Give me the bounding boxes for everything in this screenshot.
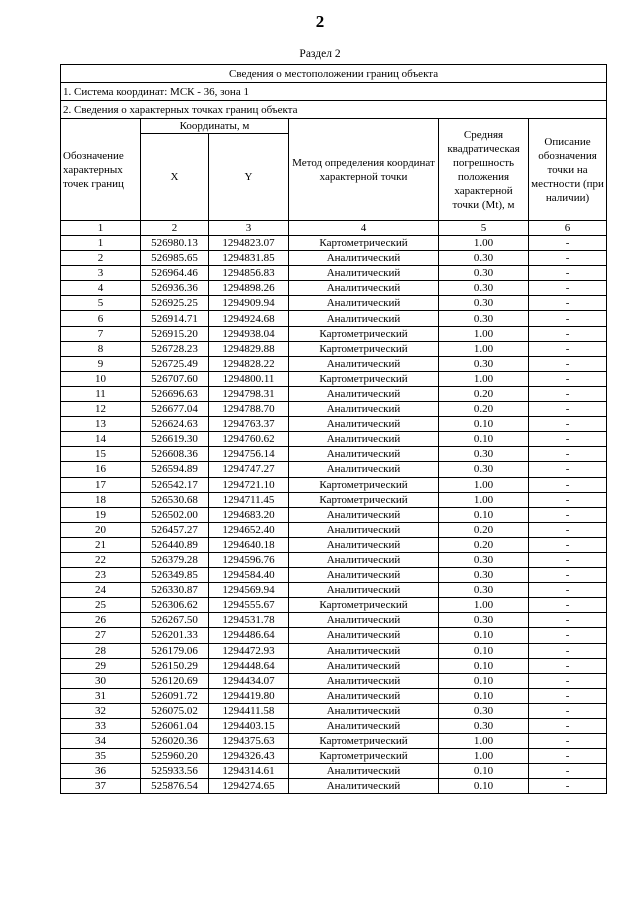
x-coordinate-cell: 526457.27 [141,522,209,537]
x-coordinate-cell: 526914.71 [141,311,209,326]
description-cell: - [529,311,607,326]
error-cell: 0.10 [439,673,529,688]
error-cell: 0.30 [439,552,529,567]
y-coordinate-cell: 1294326.43 [209,749,289,764]
method-cell: Аналитический [289,643,439,658]
table-row [61,296,607,311]
method-cell: Аналитический [289,507,439,522]
point-id-cell: 21 [61,537,141,552]
table-row [61,477,607,492]
method-cell: Аналитический [289,296,439,311]
x-coordinate-cell: 526179.06 [141,643,209,658]
method-cell: Аналитический [289,537,439,552]
table-row [61,568,607,583]
x-coordinate-cell: 526619.30 [141,432,209,447]
point-id-cell: 17 [61,477,141,492]
x-coordinate-cell: 526980.13 [141,236,209,251]
x-coordinate-cell: 526725.49 [141,356,209,371]
x-coordinate-cell: 526915.20 [141,326,209,341]
method-cell: Аналитический [289,658,439,673]
point-id-cell: 36 [61,764,141,779]
table-row [61,432,607,447]
table-row [61,447,607,462]
error-cell: 0.30 [439,296,529,311]
y-coordinate-cell: 1294924.68 [209,311,289,326]
x-coordinate-cell: 526985.65 [141,251,209,266]
point-id-cell: 24 [61,583,141,598]
point-id-cell: 9 [61,356,141,371]
table-row [61,371,607,386]
table-row [61,658,607,673]
point-id-cell: 19 [61,507,141,522]
x-coordinate-cell: 525876.54 [141,779,209,794]
method-cell: Картометрический [289,326,439,341]
error-cell: 1.00 [439,477,529,492]
column-number: 2 [141,221,209,236]
y-coordinate-cell: 1294411.58 [209,703,289,718]
col-designation-header: Обозначение характерных точек границ [61,119,141,221]
point-id-cell: 34 [61,734,141,749]
error-cell: 0.30 [439,356,529,371]
point-id-cell: 11 [61,386,141,401]
error-cell: 0.30 [439,251,529,266]
x-coordinate-cell: 526530.68 [141,492,209,507]
x-coordinate-cell: 526502.00 [141,507,209,522]
description-cell: - [529,417,607,432]
method-cell: Аналитический [289,311,439,326]
method-cell: Аналитический [289,568,439,583]
method-cell: Картометрический [289,734,439,749]
y-coordinate-cell: 1294596.76 [209,552,289,567]
point-id-cell: 1 [61,236,141,251]
y-coordinate-cell: 1294419.80 [209,688,289,703]
y-coordinate-cell: 1294909.94 [209,296,289,311]
error-cell: 0.20 [439,386,529,401]
table-row [61,583,607,598]
y-coordinate-cell: 1294652.40 [209,522,289,537]
x-coordinate-cell: 526020.36 [141,734,209,749]
x-coordinate-cell: 526267.50 [141,613,209,628]
point-id-cell: 14 [61,432,141,447]
method-cell: Аналитический [289,251,439,266]
method-cell: Аналитический [289,779,439,794]
table-row [61,281,607,296]
point-id-cell: 12 [61,402,141,417]
description-cell: - [529,402,607,417]
description-cell: - [529,386,607,401]
table-row [61,386,607,401]
point-id-cell: 33 [61,719,141,734]
table-row [61,628,607,643]
error-cell: 0.30 [439,311,529,326]
y-coordinate-cell: 1294721.10 [209,477,289,492]
x-coordinate-cell: 526936.36 [141,281,209,296]
error-cell: 1.00 [439,492,529,507]
method-cell: Аналитический [289,583,439,598]
y-coordinate-cell: 1294763.37 [209,417,289,432]
method-cell: Аналитический [289,356,439,371]
method-cell: Аналитический [289,703,439,718]
description-cell: - [529,703,607,718]
column-number: 4 [289,221,439,236]
description-cell: - [529,371,607,386]
y-coordinate-cell: 1294856.83 [209,266,289,281]
method-cell: Картометрический [289,749,439,764]
table-row [61,462,607,477]
y-coordinate-cell: 1294760.62 [209,432,289,447]
error-cell: 1.00 [439,326,529,341]
x-coordinate-cell: 526330.87 [141,583,209,598]
table-row [61,492,607,507]
description-cell: - [529,356,607,371]
description-cell: - [529,764,607,779]
table-row [61,703,607,718]
description-cell: - [529,462,607,477]
point-id-cell: 32 [61,703,141,718]
point-id-cell: 8 [61,341,141,356]
table-row [61,643,607,658]
method-cell: Аналитический [289,402,439,417]
method-cell: Аналитический [289,719,439,734]
col-description-header: Описание обозначения точки на местности (при наличии) [529,119,607,221]
description-cell: - [529,522,607,537]
description-cell: - [529,251,607,266]
method-cell: Аналитический [289,417,439,432]
error-cell: 0.10 [439,779,529,794]
method-cell: Аналитический [289,613,439,628]
col-method-header: Метод определения координат характерной точки [289,119,439,221]
x-coordinate-cell: 526440.89 [141,537,209,552]
table-row [61,507,607,522]
table-row [61,764,607,779]
description-cell: - [529,749,607,764]
point-id-cell: 20 [61,522,141,537]
point-id-cell: 15 [61,447,141,462]
error-cell: 0.30 [439,462,529,477]
description-cell: - [529,643,607,658]
point-id-cell: 16 [61,462,141,477]
method-cell: Аналитический [289,447,439,462]
x-coordinate-cell: 526542.17 [141,477,209,492]
x-coordinate-cell: 526728.23 [141,341,209,356]
x-coordinate-cell: 526061.04 [141,719,209,734]
page-number: 2 [315,12,325,31]
error-cell: 0.30 [439,568,529,583]
method-cell: Картометрический [289,492,439,507]
error-cell: 1.00 [439,341,529,356]
col-x-header: X [141,134,209,221]
description-cell: - [529,266,607,281]
description-cell: - [529,568,607,583]
description-cell: - [529,719,607,734]
y-coordinate-cell: 1294823.07 [209,236,289,251]
method-cell: Картометрический [289,598,439,613]
error-cell: 0.30 [439,719,529,734]
method-cell: Аналитический [289,552,439,567]
point-id-cell: 3 [61,266,141,281]
point-id-cell: 18 [61,492,141,507]
error-cell: 0.20 [439,522,529,537]
point-id-cell: 25 [61,598,141,613]
point-id-cell: 26 [61,613,141,628]
description-cell: - [529,613,607,628]
table-row [61,598,607,613]
method-cell: Аналитический [289,673,439,688]
x-coordinate-cell: 526707.60 [141,371,209,386]
table-row [61,537,607,552]
description-cell: - [529,583,607,598]
table-row [61,719,607,734]
y-coordinate-cell: 1294829.88 [209,341,289,356]
error-cell: 1.00 [439,734,529,749]
table-row [61,251,607,266]
boundary-points-table [60,64,607,794]
x-coordinate-cell: 526150.29 [141,658,209,673]
table-row [61,613,607,628]
error-cell: 0.30 [439,613,529,628]
description-cell: - [529,447,607,462]
method-cell: Аналитический [289,688,439,703]
point-id-cell: 30 [61,673,141,688]
table-row [61,552,607,567]
error-cell: 0.10 [439,507,529,522]
point-id-cell: 28 [61,643,141,658]
description-cell: - [529,492,607,507]
description-cell: - [529,688,607,703]
description-cell: - [529,658,607,673]
y-coordinate-cell: 1294448.64 [209,658,289,673]
point-id-cell: 23 [61,568,141,583]
y-coordinate-cell: 1294486.64 [209,628,289,643]
table-row [61,326,607,341]
table-body [61,236,607,794]
x-coordinate-cell: 526696.63 [141,386,209,401]
points-header: 2. Сведения о характерных точках границ объекта [61,101,607,119]
description-cell: - [529,628,607,643]
error-cell: 0.30 [439,703,529,718]
table-row [61,749,607,764]
x-coordinate-cell: 526624.63 [141,417,209,432]
description-cell: - [529,432,607,447]
error-cell: 0.30 [439,266,529,281]
x-coordinate-cell: 526075.02 [141,703,209,718]
y-coordinate-cell: 1294831.85 [209,251,289,266]
point-id-cell: 35 [61,749,141,764]
error-cell: 0.30 [439,447,529,462]
method-cell: Аналитический [289,628,439,643]
description-cell: - [529,507,607,522]
y-coordinate-cell: 1294555.67 [209,598,289,613]
column-number: 1 [61,221,141,236]
method-cell: Картометрический [289,341,439,356]
point-id-cell: 5 [61,296,141,311]
description-cell: - [529,552,607,567]
error-cell: 0.20 [439,537,529,552]
description-cell: - [529,236,607,251]
y-coordinate-cell: 1294640.18 [209,537,289,552]
description-cell: - [529,537,607,552]
table-row [61,236,607,251]
point-id-cell: 2 [61,251,141,266]
y-coordinate-cell: 1294403.15 [209,719,289,734]
y-coordinate-cell: 1294756.14 [209,447,289,462]
table-row [61,311,607,326]
table-row [61,734,607,749]
point-id-cell: 6 [61,311,141,326]
x-coordinate-cell: 526120.69 [141,673,209,688]
y-coordinate-cell: 1294274.65 [209,779,289,794]
section-label: Раздел 2 [299,48,341,60]
column-number: 6 [529,221,607,236]
description-cell: - [529,296,607,311]
method-cell: Аналитический [289,432,439,447]
error-cell: 0.10 [439,658,529,673]
description-cell: - [529,734,607,749]
point-id-cell: 27 [61,628,141,643]
column-number: 5 [439,221,529,236]
error-cell: 0.20 [439,402,529,417]
error-cell: 0.10 [439,432,529,447]
x-coordinate-cell: 525933.56 [141,764,209,779]
y-coordinate-cell: 1294569.94 [209,583,289,598]
y-coordinate-cell: 1294788.70 [209,402,289,417]
table-row [61,522,607,537]
y-coordinate-cell: 1294798.31 [209,386,289,401]
x-coordinate-cell: 526306.62 [141,598,209,613]
coord-system: 1. Система координат: МСК - 36, зона 1 [61,83,607,101]
table-title: Сведения о местоположении границ объекта [61,65,607,83]
point-id-cell: 37 [61,779,141,794]
table-row [61,402,607,417]
column-numbers-row [61,221,607,236]
x-coordinate-cell: 525960.20 [141,749,209,764]
x-coordinate-cell: 526677.04 [141,402,209,417]
point-id-cell: 22 [61,552,141,567]
error-cell: 1.00 [439,236,529,251]
y-coordinate-cell: 1294747.27 [209,462,289,477]
y-coordinate-cell: 1294938.04 [209,326,289,341]
col-error-header: Средняя квадратическая погрешность положения характерной точки (Mt), м [439,119,529,221]
table-row [61,779,607,794]
table-row [61,266,607,281]
error-cell: 0.10 [439,417,529,432]
method-cell: Аналитический [289,281,439,296]
error-cell: 0.30 [439,583,529,598]
error-cell: 1.00 [439,371,529,386]
table-row [61,356,607,371]
x-coordinate-cell: 526379.28 [141,552,209,567]
x-coordinate-cell: 526608.36 [141,447,209,462]
error-cell: 1.00 [439,749,529,764]
point-id-cell: 29 [61,658,141,673]
col-y-header: Y [209,134,289,221]
point-id-cell: 13 [61,417,141,432]
description-cell: - [529,326,607,341]
y-coordinate-cell: 1294683.20 [209,507,289,522]
method-cell: Аналитический [289,266,439,281]
y-coordinate-cell: 1294472.93 [209,643,289,658]
table-row [61,688,607,703]
description-cell: - [529,779,607,794]
error-cell: 0.10 [439,688,529,703]
method-cell: Картометрический [289,236,439,251]
error-cell: 0.10 [439,764,529,779]
method-cell: Картометрический [289,477,439,492]
method-cell: Аналитический [289,386,439,401]
description-cell: - [529,598,607,613]
error-cell: 0.10 [439,628,529,643]
error-cell: 0.30 [439,281,529,296]
y-coordinate-cell: 1294531.78 [209,613,289,628]
error-cell: 0.10 [439,643,529,658]
y-coordinate-cell: 1294584.40 [209,568,289,583]
method-cell: Аналитический [289,462,439,477]
y-coordinate-cell: 1294800.11 [209,371,289,386]
point-id-cell: 4 [61,281,141,296]
col-coordinates-header: Координаты, м [141,119,289,134]
x-coordinate-cell: 526925.25 [141,296,209,311]
point-id-cell: 10 [61,371,141,386]
y-coordinate-cell: 1294314.61 [209,764,289,779]
column-number: 3 [209,221,289,236]
method-cell: Аналитический [289,764,439,779]
y-coordinate-cell: 1294828.22 [209,356,289,371]
error-cell: 1.00 [439,598,529,613]
y-coordinate-cell: 1294711.45 [209,492,289,507]
point-id-cell: 31 [61,688,141,703]
x-coordinate-cell: 526091.72 [141,688,209,703]
method-cell: Аналитический [289,522,439,537]
x-coordinate-cell: 526964.46 [141,266,209,281]
description-cell: - [529,341,607,356]
x-coordinate-cell: 526349.85 [141,568,209,583]
point-id-cell: 7 [61,326,141,341]
table-row [61,417,607,432]
description-cell: - [529,281,607,296]
description-cell: - [529,673,607,688]
table-row [61,673,607,688]
y-coordinate-cell: 1294375.63 [209,734,289,749]
description-cell: - [529,477,607,492]
x-coordinate-cell: 526201.33 [141,628,209,643]
table-row [61,341,607,356]
method-cell: Картометрический [289,371,439,386]
y-coordinate-cell: 1294898.26 [209,281,289,296]
y-coordinate-cell: 1294434.07 [209,673,289,688]
x-coordinate-cell: 526594.89 [141,462,209,477]
